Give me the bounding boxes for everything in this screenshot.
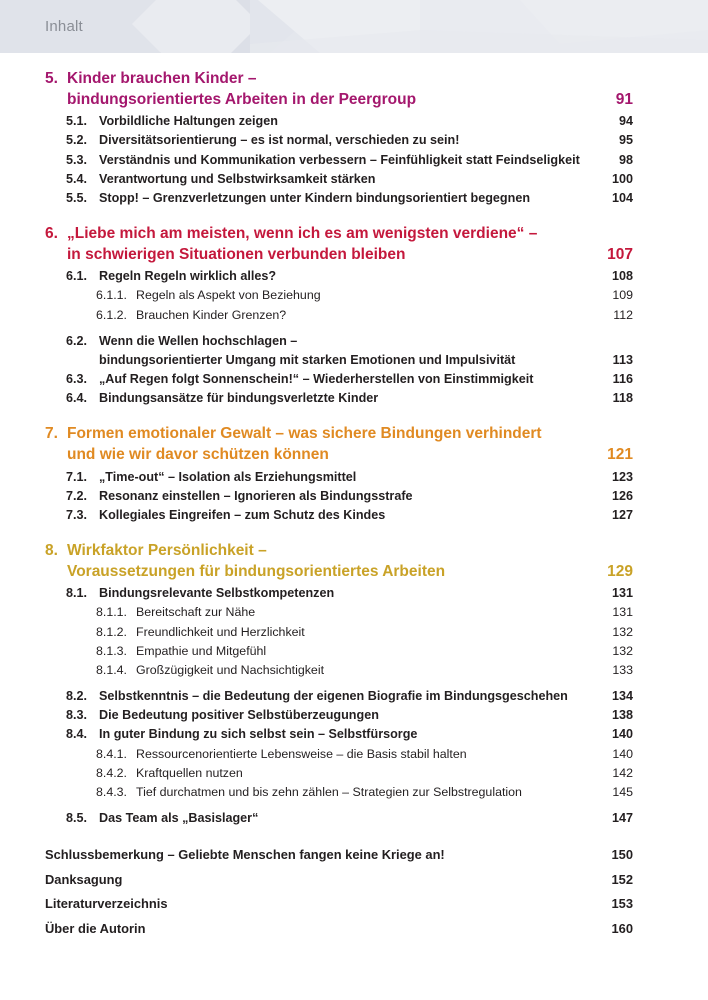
page-header-band [0, 0, 708, 53]
page-number: 134 [611, 689, 633, 704]
toc-entry-level2[interactable] [45, 725, 633, 744]
chapter-title-line-2: und wie wir davor schützen können [67, 445, 329, 463]
entry-number: 8.4. [66, 727, 88, 742]
entry-number: 6.1.1. [96, 288, 128, 303]
chapter-heading[interactable] [45, 69, 633, 110]
entry-number: 5.5. [66, 190, 88, 205]
chapter-title-line-2: in schwierigen Situationen verbunden bleiben [67, 245, 406, 263]
toc-entry-level2[interactable] [45, 332, 633, 370]
entry-number: 5.2. [66, 133, 88, 148]
page-number: 133 [612, 662, 633, 677]
entry-number: 8.1.3. [96, 643, 128, 658]
chapter-gap [0, 53, 708, 69]
page-number: 116 [612, 372, 633, 386]
entry-title: Das Team als „Basislager“ [99, 811, 259, 826]
entry-title: Stopp! – Grenzverletzungen unter Kindern bindungsorientiert begegnen [99, 190, 531, 205]
entry-title: Selbstkenntnis – die Bedeutung der eigenen Biografie im Bindungsgeschehen [99, 689, 568, 704]
page-number: 108 [611, 269, 633, 284]
entry-title: „Auf Regen folgt Sonnenschein!“ – Wiederherstellen von Einstimmigkeit [99, 372, 534, 386]
entry-title: Tief durchatmen und bis zehn zählen – Strategien zur Selbstregulation [136, 785, 522, 800]
page-number: 113 [612, 352, 633, 367]
page-number: 123 [611, 469, 633, 484]
entry-number: 7.2. [66, 488, 88, 503]
page-number: 100 [611, 171, 633, 186]
entry-number: 5.4. [66, 171, 88, 186]
entry-number: 5.3. [66, 152, 88, 167]
toc-entry-level2[interactable] [45, 170, 633, 189]
toc-entry-level2[interactable] [45, 706, 633, 725]
entry-title: Regeln Regeln wirklich alles? [99, 269, 277, 284]
entry-number: 6.2. [66, 333, 88, 348]
entry-number: 8.5. [66, 811, 88, 826]
toc-entry-level3[interactable] [45, 745, 633, 764]
entry-title: Ressourcenorientierte Lebensweise – die Basis stabil halten [136, 746, 467, 761]
page-number: 160 [611, 920, 633, 936]
entry-title: Kollegiales Eingreifen – zum Schutz des Kindes [99, 507, 386, 522]
toc-entry-level2[interactable] [45, 267, 633, 286]
toc-entry-level2[interactable] [45, 151, 633, 170]
entry-title: Verantwortung und Selbstwirksamkeit stärken [99, 171, 376, 186]
entry-title: Großzügigkeit und Nachsichtigkeit [136, 662, 325, 677]
page-number: 150 [611, 847, 633, 863]
entry-title: Schlussbemerkung – Geliebte Menschen fangen keine Kriege an! [45, 847, 445, 863]
entry-title: Bereitschaft zur Nähe [136, 605, 256, 620]
page-number: 109 [612, 288, 633, 303]
entry-title: Bindungsrelevante Selbstkompetenzen [99, 586, 335, 601]
toc-entry-level2[interactable] [45, 687, 633, 706]
page-number: 91 [615, 90, 633, 108]
entry-title [67, 541, 593, 582]
entry-number: 8.1.4. [96, 662, 128, 677]
page-number: 138 [611, 708, 633, 723]
page-number: 121 [607, 445, 633, 463]
toc-entry-level3[interactable] [45, 623, 633, 642]
entry-title-line-2: bindungsorientierter Umgang mit starken Emotionen und Impulsivität [99, 352, 516, 367]
back-matter-entry[interactable] [45, 892, 633, 917]
chapter-title-line-2: bindungsorientiertes Arbeiten in der Peergroup [67, 90, 417, 108]
toc-entry-level2[interactable] [45, 468, 633, 487]
entry-number: 7.3. [66, 507, 88, 522]
page-number: 152 [611, 871, 633, 887]
entry-title-line-1: Wenn die Wellen hochschlagen – [99, 333, 298, 348]
entry-number: 6. [45, 224, 58, 242]
page-number: 132 [612, 624, 633, 639]
chapter-title-line-1: „Liebe mich am meisten, wenn ich es am wenigsten verdiene“ – [67, 224, 538, 242]
toc-entry-level3[interactable] [45, 764, 633, 783]
entry-title [67, 424, 593, 465]
chapter-title-line-1: Kinder brauchen Kinder – [67, 70, 257, 87]
entry-title: Regeln als Aspekt von Beziehung [136, 288, 321, 303]
toc-entry-level2[interactable] [45, 506, 633, 525]
page-number: 132 [612, 643, 633, 658]
toc-entry-level2[interactable] [45, 584, 633, 603]
page-number: 142 [612, 765, 633, 780]
chapter-heading[interactable] [45, 424, 633, 465]
toc-entry-level3[interactable] [45, 642, 633, 661]
entry-number: 6.4. [66, 391, 88, 406]
chapter-heading[interactable] [45, 541, 633, 582]
table-of-contents [0, 53, 708, 941]
chapter-title-line-1: Formen emotionaler Gewalt – was sichere Bindungen verhindert [67, 425, 542, 443]
entry-title: Freundlichkeit und Herzlichkeit [136, 624, 305, 639]
page-number: 107 [607, 245, 633, 263]
toc-entry-level3[interactable] [45, 306, 633, 325]
entry-gap [0, 325, 708, 332]
page-number: 153 [611, 896, 633, 912]
entry-number: 6.1. [66, 269, 88, 284]
entry-number: 7. [45, 425, 58, 443]
toc-entry-level3[interactable] [45, 286, 633, 305]
toc-entry-level2[interactable] [45, 809, 633, 828]
page-number: 118 [612, 391, 633, 406]
entry-number: 8.1.1. [96, 605, 128, 620]
entry-number: 5.1. [66, 114, 88, 129]
page-number: 126 [611, 488, 633, 503]
entry-number: 8. [45, 541, 58, 559]
entry-number: 8.4.2. [96, 765, 128, 780]
entry-title: Die Bedeutung positiver Selbstüberzeugungen [99, 708, 379, 723]
entry-title: Über die Autorin [45, 920, 146, 936]
entry-title: Literaturverzeichnis [45, 896, 168, 912]
entry-title [67, 224, 593, 265]
toc-entry-level2[interactable] [45, 189, 633, 208]
page-number: 127 [611, 507, 633, 522]
entry-number: 7.1. [66, 469, 88, 484]
toc-entry-level2[interactable] [45, 370, 633, 389]
entry-number: 8.3. [66, 708, 88, 723]
entry-number: 8.2. [66, 689, 88, 704]
page-number: 95 [618, 133, 633, 148]
toc-entry-level2[interactable] [45, 112, 633, 131]
entry-title: Diversitätsorientierung – es ist normal, verschieden zu sein! [99, 133, 460, 148]
chapter-title-line-1: Wirkfaktor Persönlichkeit – [67, 541, 267, 559]
toc-entry-level3[interactable] [45, 661, 633, 680]
toc-entry-level2[interactable] [45, 131, 633, 150]
page-number: 112 [613, 307, 633, 322]
chapter-gap [0, 408, 708, 424]
entry-title [67, 69, 593, 110]
entry-title: In guter Bindung zu sich selbst sein – Selbstfürsorge [99, 727, 418, 742]
entry-number: 8.4.3. [96, 785, 128, 800]
page-number: 131 [611, 586, 633, 601]
entry-gap [0, 802, 708, 809]
entry-number: 8.4.1. [96, 746, 128, 761]
page-number: 145 [612, 785, 633, 800]
page-number: 94 [618, 114, 633, 129]
entry-title: Verständnis und Kommunikation verbessern – Feinfühligkeit statt Feindseligkeit [99, 152, 580, 167]
entry-title: Vorbildliche Haltungen zeigen [99, 114, 278, 129]
entry-title: Resonanz einstellen – Ignorieren als Bindungsstrafe [99, 488, 413, 503]
entry-number: 8.1.2. [96, 624, 128, 639]
page-number: 147 [611, 811, 633, 826]
chapter-title-line-2: Voraussetzungen für bindungsorientiertes Arbeiten [67, 562, 446, 580]
entry-title: Bindungsansätze für bindungsverletzte Kinder [99, 391, 379, 406]
toc-entry-level3[interactable] [45, 783, 633, 802]
entry-title: Danksagung [45, 871, 123, 887]
page-number: 131 [612, 605, 633, 620]
chapter-heading[interactable] [45, 224, 633, 265]
entry-number: 6.1.2. [96, 307, 128, 322]
entry-number: 6.3. [66, 372, 88, 386]
page-number: 104 [611, 190, 633, 205]
back-matter-entry[interactable] [45, 917, 633, 942]
chapter-gap [0, 208, 708, 224]
entry-number: 8.1. [66, 586, 88, 601]
entry-title: Kraftquellen nutzen [136, 765, 243, 780]
page-title: Inhalt [45, 18, 83, 35]
page-number: 98 [618, 152, 633, 167]
toc-entry-level3[interactable] [45, 603, 633, 622]
page-number: 129 [607, 562, 633, 580]
entry-title: Empathie und Mitgefühl [136, 643, 267, 658]
back-matter-gap [0, 828, 708, 843]
entry-title: „Time-out“ – Isolation als Erziehungsmittel [99, 469, 357, 484]
back-matter-entry[interactable] [45, 843, 633, 868]
entry-number: 5. [45, 70, 58, 87]
entry-title: Brauchen Kinder Grenzen? [136, 307, 287, 322]
page-number: 140 [612, 746, 633, 761]
page-number: 140 [611, 727, 633, 742]
toc-entry-level2[interactable] [45, 389, 633, 408]
back-matter-entry[interactable] [45, 868, 633, 893]
entry-gap [0, 680, 708, 687]
toc-entry-level2[interactable] [45, 487, 633, 506]
entry-title [99, 332, 593, 370]
header-geometric-watermark [0, 0, 708, 53]
chapter-gap [0, 525, 708, 541]
